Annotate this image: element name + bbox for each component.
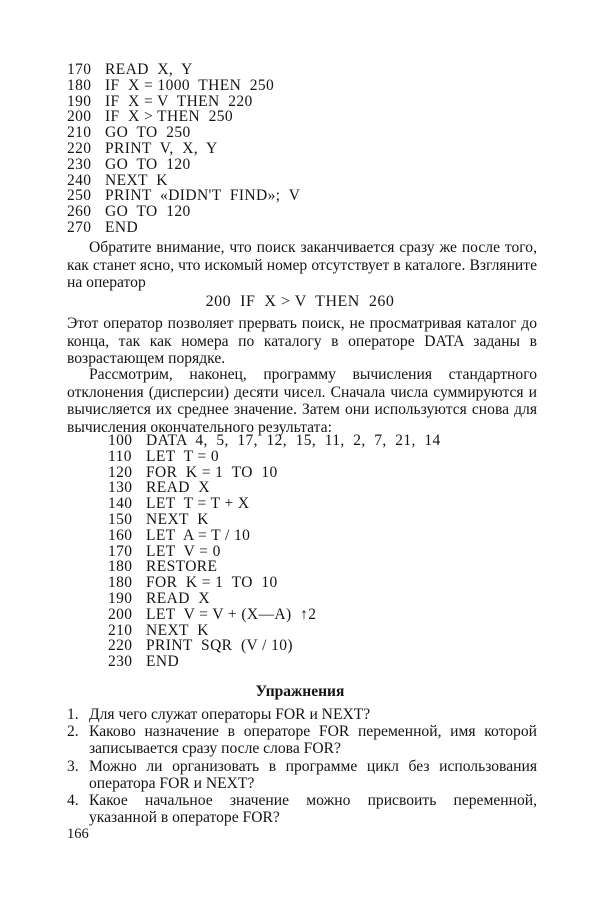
code-line (108, 654, 441, 670)
line-number: 180 (108, 574, 133, 592)
code-statement: FOR K = 1 TO 10 (146, 463, 278, 481)
line-number: 260 (67, 203, 92, 221)
line-number: 110 (108, 447, 132, 465)
code-line (108, 638, 441, 654)
code-line (108, 544, 441, 560)
centered-statement: 200 IF X > V THEN 260 (205, 293, 395, 310)
code-line (108, 528, 441, 544)
line-number: 230 (67, 155, 92, 173)
paragraph-operator-explanation: Этот оператор позволяет прервать поиск, не просматривая каталог до конца, так как номера по каталогу в операторе DATA заданы в возрастающем порядке. (67, 315, 537, 368)
code-line (108, 559, 441, 575)
code-line (67, 94, 300, 110)
code-line (67, 173, 300, 189)
code-line (67, 62, 300, 78)
line-number: 140 (108, 495, 133, 513)
line-number: 150 (108, 510, 133, 528)
line-number: 190 (108, 589, 133, 607)
code-line (67, 141, 300, 157)
code-statement: DATA 4, 5, 17, 12, 15, 11, 2, 7, 21, 14 (146, 432, 441, 449)
code-statement: NEXT K (146, 510, 209, 528)
code-line (108, 607, 441, 623)
paragraph-std-deviation-intro: Рассмотрим, наконец, программу вычисления стандартного отклонения (дисперсии) десяти чисел. Сначала числа суммируются и вычисляется их среднее значение. Затем они используются снова для вычисления окончательного результата: (67, 366, 537, 436)
code-line (67, 157, 300, 173)
code-line (108, 449, 441, 465)
line-number: 270 (67, 218, 92, 236)
program-listing-deviation (108, 433, 441, 670)
code-line (67, 188, 300, 204)
code-statement: END (105, 218, 139, 236)
line-number: 250 (67, 187, 92, 205)
code-statement: PRINT V, X, Y (105, 139, 218, 157)
exercise-number: 2. (67, 723, 79, 741)
paragraph-look-at-operator: Взгляните на оператор (67, 256, 537, 292)
code-statement: GO TO 120 (105, 203, 191, 221)
exercise-text: Для чего служат операторы FOR и NEXT? (89, 706, 371, 723)
code-statement: PRINT SQR (V / 10) (146, 637, 293, 655)
exercise-number: 4. (67, 792, 79, 810)
code-statement: NEXT K (105, 171, 168, 189)
line-number: 210 (108, 621, 133, 639)
code-statement: IF X > THEN 250 (105, 108, 234, 126)
line-number: 180 (67, 76, 92, 94)
code-statement: LET T = 0 (146, 447, 220, 465)
paragraph-search-note-text: Обратите внимание, что поиск заканчивается сразу же после того, как станет ясно, что искомый номер отсутствует в каталоге. (67, 239, 537, 274)
code-statement: READ X (146, 589, 210, 607)
code-line (108, 465, 441, 481)
code-line (108, 512, 441, 528)
exercise-number: 3. (67, 757, 79, 775)
exercise-item (67, 706, 537, 723)
code-line (108, 480, 441, 496)
line-number: 230 (108, 653, 133, 671)
line-number: 170 (67, 61, 92, 78)
code-statement: READ X, Y (105, 61, 193, 78)
line-number: 180 (108, 558, 133, 576)
code-statement: IF X = V THEN 220 (105, 92, 253, 110)
code-statement: LET V = 0 (146, 542, 221, 560)
code-statement: READ X (146, 479, 210, 497)
line-number: 130 (108, 479, 133, 497)
exercise-number: 1. (67, 706, 79, 723)
line-number: 220 (108, 637, 133, 655)
paragraph-search-note (67, 239, 537, 292)
code-statement: RESTORE (146, 558, 218, 576)
page-number: 166 (67, 826, 89, 842)
code-statement: END (146, 653, 180, 671)
code-statement: GO TO 120 (105, 155, 191, 173)
code-line (67, 220, 300, 236)
exercises-heading: Упражнения (255, 683, 345, 700)
line-number: 190 (67, 92, 92, 110)
exercise-item (67, 758, 537, 792)
code-line (108, 433, 441, 449)
line-number: 240 (67, 171, 92, 189)
exercise-text: Какое начальное значение можно присвоить переменной, указанной в операторе FOR? (89, 792, 537, 827)
code-statement: GO TO 250 (105, 124, 191, 142)
line-number: 100 (108, 432, 133, 449)
program-listing-search (67, 62, 300, 236)
code-statement: PRINT «DIDN'T FIND»; V (105, 187, 301, 205)
code-statement: LET V = V + (X—A) ↑2 (146, 605, 317, 623)
exercise-item (67, 792, 537, 826)
code-line (67, 204, 300, 220)
line-number: 120 (108, 463, 133, 481)
exercise-item (67, 723, 537, 757)
line-number: 200 (108, 605, 133, 623)
code-statement: IF X = 1000 THEN 250 (105, 76, 275, 94)
code-line (67, 78, 300, 94)
line-number: 170 (108, 542, 133, 560)
code-line (108, 591, 441, 607)
exercise-text: Можно ли организовать в программе цикл без использования оператора FOR и NEXT? (89, 757, 537, 792)
code-line (67, 125, 300, 141)
code-statement: NEXT K (146, 621, 209, 639)
code-line (67, 109, 300, 125)
line-number: 210 (67, 124, 92, 142)
code-statement: LET A = T / 10 (146, 526, 251, 544)
code-statement: LET T = T + X (146, 495, 250, 513)
line-number: 200 (67, 108, 92, 126)
line-number: 160 (108, 526, 133, 544)
code-line (108, 623, 441, 639)
line-number: 220 (67, 139, 92, 157)
code-statement: FOR K = 1 TO 10 (146, 574, 278, 592)
exercises-list (67, 706, 537, 826)
code-line (108, 496, 441, 512)
exercise-text: Каково назначение в операторе FOR переменной, имя которой записывается сразу после слова FOR? (89, 723, 537, 758)
code-line (108, 575, 441, 591)
